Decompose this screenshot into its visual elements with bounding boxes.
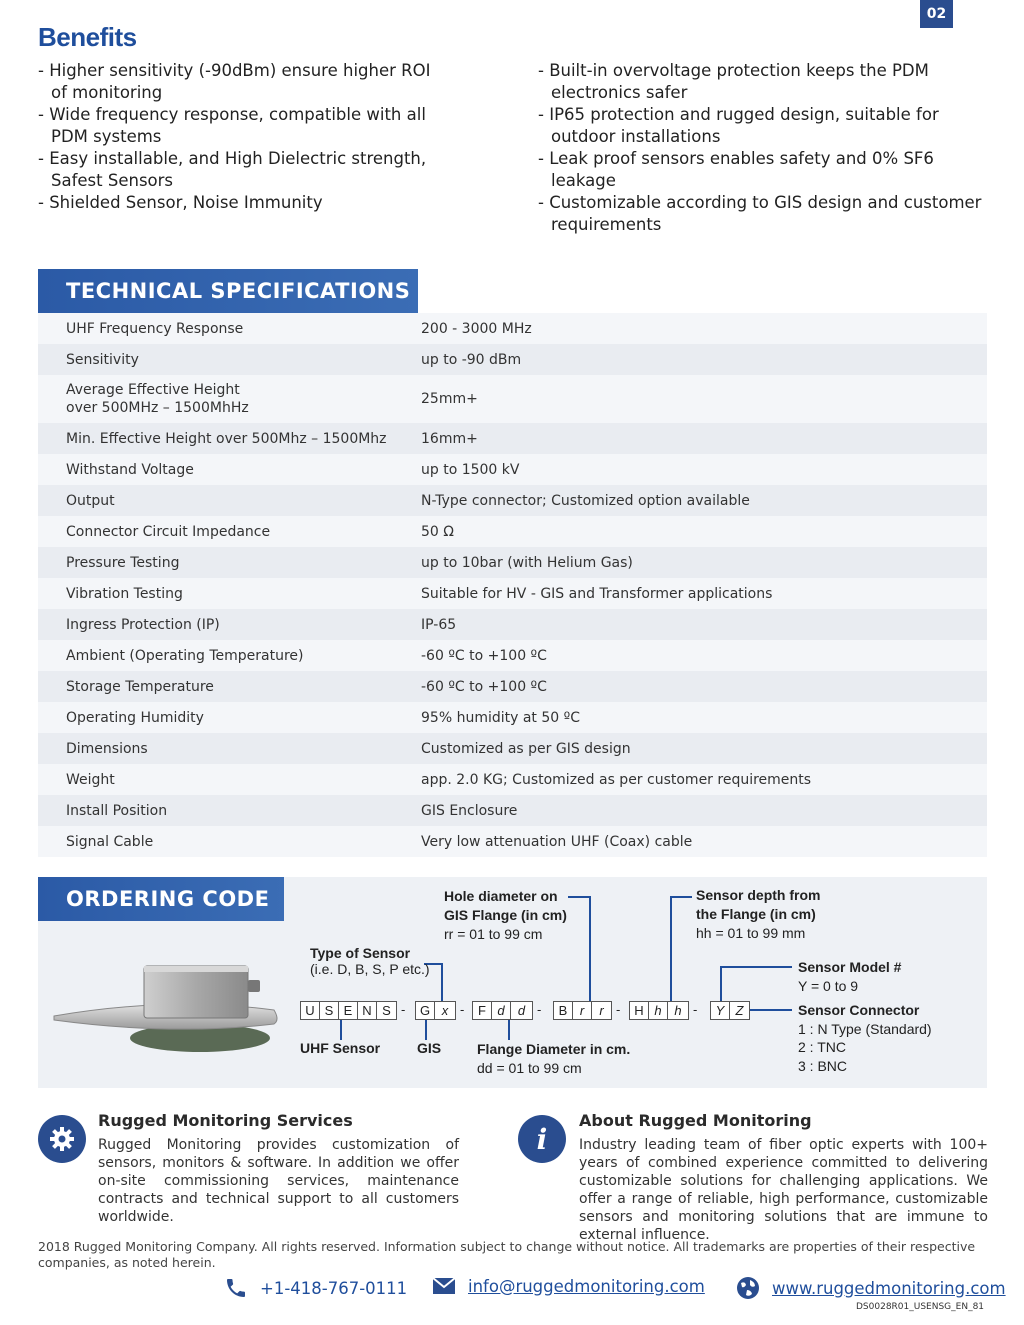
spec-label: Connector Circuit Impedance xyxy=(66,523,271,540)
connector-option: 3 : BNC xyxy=(798,1057,848,1074)
spec-row xyxy=(38,609,987,640)
spec-label: Dimensions xyxy=(66,740,148,757)
sensor-image xyxy=(52,960,282,1056)
spec-label: UHF Frequency Response xyxy=(66,320,244,337)
code-char: Y xyxy=(710,1001,730,1020)
info-icon: i xyxy=(518,1115,566,1163)
flange-diameter-sub: dd = 01 to 99 cm xyxy=(477,1060,582,1076)
type-of-sensor-annotation xyxy=(310,945,430,977)
code-char: h xyxy=(648,1001,668,1020)
uhf-sensor-label: UHF Sensor xyxy=(300,1040,381,1056)
gear-icon xyxy=(38,1115,86,1163)
about-title: About Rugged Monitoring xyxy=(579,1111,812,1130)
sensor-depth-title2: the Flange (in cm) xyxy=(696,906,816,922)
sensor-model-annotation xyxy=(798,958,901,996)
code-dash: - xyxy=(460,1002,465,1017)
services-title: Rugged Monitoring Services xyxy=(98,1111,353,1130)
code-dash: - xyxy=(616,1002,621,1017)
email-contact xyxy=(432,1276,705,1296)
hole-diameter-title1: Hole diameter on xyxy=(444,888,558,904)
spec-label: Install Position xyxy=(66,802,168,819)
spec-value: Customized as per GIS design xyxy=(421,740,631,757)
spec-value: 25mm+ xyxy=(421,391,478,407)
website-link[interactable]: www.ruggedmonitoring.com xyxy=(772,1278,1006,1298)
flange-diameter-title: Flange Diameter in cm. xyxy=(477,1041,631,1057)
phone-number[interactable]: +1-418-767-0111 xyxy=(260,1278,408,1298)
ordering-code-header: ORDERING CODE xyxy=(38,877,284,921)
hole-diameter-title2: GIS Flange (in cm) xyxy=(444,907,567,923)
spec-value: app. 2.0 KG; Customized as per customer requirements xyxy=(421,771,812,788)
sensor-depth-sub: hh = 01 to 99 mm xyxy=(696,925,806,941)
connector-option: 1 : N Type (Standard) xyxy=(798,1020,932,1037)
spec-row xyxy=(38,313,987,344)
code-char: G xyxy=(415,1001,435,1020)
spec-row xyxy=(38,578,987,609)
spec-value: 16mm+ xyxy=(421,430,478,447)
spec-label: Weight xyxy=(66,771,115,788)
gis-annotation xyxy=(417,1040,441,1056)
code-char: d xyxy=(491,1001,511,1020)
spec-row xyxy=(38,423,987,454)
spec-value: IP-65 xyxy=(421,616,457,633)
spec-value: up to 1500 kV xyxy=(421,461,520,478)
copyright-notice: 2018 Rugged Monitoring Company. All rights reserved. Information subject to change without notice. All trademarks are properties of their respective companies, as noted herein. xyxy=(38,1239,976,1270)
spec-label: Vibration Testing xyxy=(66,585,183,602)
spec-row xyxy=(38,375,987,423)
benefit-item: - Built-in overvoltage protection keeps the PDM electronics safer xyxy=(538,61,929,102)
hole-diameter-sub: rr = 01 to 99 cm xyxy=(444,926,543,942)
spec-label: Ingress Protection (IP) xyxy=(66,616,220,633)
spec-value: -60 ºC to +100 ºC xyxy=(421,647,547,664)
spec-row xyxy=(38,764,987,795)
phone-contact xyxy=(224,1276,407,1300)
flange-diameter-annotation xyxy=(477,1040,630,1078)
spec-row xyxy=(38,516,987,547)
code-char: S xyxy=(319,1001,339,1020)
code-char: B xyxy=(553,1001,573,1020)
code-char: N xyxy=(357,1001,377,1020)
spec-label: Sensitivity xyxy=(66,351,139,368)
benefit-item: - Customizable according to GIS design and customer requirements xyxy=(538,193,982,234)
spec-label: Storage Temperature xyxy=(66,678,214,695)
code-char: r xyxy=(591,1001,612,1020)
spec-value: 95% humidity at 50 ºC xyxy=(421,709,580,726)
type-of-sensor-sub: (i.e. D, B, S, P etc.) xyxy=(310,961,430,977)
sensor-depth-title1: Sensor depth from xyxy=(696,887,821,903)
code-dash: - xyxy=(401,1002,406,1017)
technical-specifications-header: TECHNICAL SPECIFICATIONS xyxy=(38,269,418,313)
spec-label-line2: over 500MHz – 1500MhHz xyxy=(66,400,249,416)
code-char: Z xyxy=(729,1001,750,1020)
connector-option: 2 : TNC xyxy=(798,1039,846,1055)
code-dash: - xyxy=(537,1002,542,1017)
envelope-icon xyxy=(432,1276,456,1296)
uhf-sensor-annotation xyxy=(300,1040,380,1056)
type-of-sensor-title: Type of Sensor xyxy=(310,945,411,961)
code-char: h xyxy=(667,1001,689,1020)
sensor-connector-title: Sensor Connector xyxy=(798,1002,920,1018)
spec-row xyxy=(38,344,987,375)
code-char: S xyxy=(376,1001,397,1020)
code-char: E xyxy=(338,1001,358,1020)
services-text: Rugged Monitoring provides customization of sensors, monitors & software. In addition we offer on-site commissioning services, maintenance contracts and technical support to all customers worldwide. xyxy=(98,1137,459,1225)
sensor-depth-annotation xyxy=(696,886,820,943)
spec-label: Ambient (Operating Temperature) xyxy=(66,647,304,664)
spec-value: Suitable for HV - GIS and Transformer applications xyxy=(421,585,773,602)
spec-label: Min. Effective Height over 500Mhz – 1500Mhz xyxy=(66,430,387,447)
sensor-model-sub: Y = 0 to 9 xyxy=(798,978,859,994)
benefit-item: - Wide frequency response, compatible with all PDM systems xyxy=(38,105,426,146)
spec-row xyxy=(38,826,987,857)
spec-value: -60 ºC to +100 ºC xyxy=(421,678,547,695)
spec-row xyxy=(38,671,987,702)
spec-row xyxy=(38,640,987,671)
document-code: DS0028R01_USENSG_EN_81 xyxy=(856,1302,985,1312)
spec-value: 50 Ω xyxy=(421,523,454,540)
code-char: r xyxy=(572,1001,592,1020)
hole-diameter-annotation xyxy=(444,887,567,944)
website-contact xyxy=(736,1276,1006,1300)
spec-value: 200 - 3000 MHz xyxy=(421,320,532,337)
spec-value: Very low attenuation UHF (Coax) cable xyxy=(421,833,693,850)
code-char: F xyxy=(472,1001,492,1020)
benefits-title: Benefits xyxy=(38,22,137,52)
spec-table xyxy=(38,313,987,857)
phone-icon xyxy=(224,1276,248,1300)
spec-label: Output xyxy=(66,492,115,509)
spec-label-line1: Average Effective Height xyxy=(66,382,240,398)
sensor-model-title: Sensor Model # xyxy=(798,959,902,975)
spec-row xyxy=(38,795,987,826)
benefits-right-list xyxy=(538,60,988,236)
code-char: x xyxy=(434,1001,456,1020)
spec-value: GIS Enclosure xyxy=(421,802,518,819)
code-char: U xyxy=(300,1001,320,1020)
spec-row xyxy=(38,485,987,516)
spec-value: up to 10bar (with Helium Gas) xyxy=(421,554,633,571)
spec-row xyxy=(38,733,987,764)
spec-row xyxy=(38,547,987,578)
spec-label xyxy=(38,381,421,417)
spec-row xyxy=(38,454,987,485)
spec-label: Pressure Testing xyxy=(66,554,180,571)
benefits-left-list xyxy=(38,60,438,214)
benefit-item: - Shielded Sensor, Noise Immunity xyxy=(38,193,323,212)
code-char: H xyxy=(629,1001,649,1020)
sensor-connector-annotation xyxy=(798,1001,932,1075)
spec-value: N-Type connector; Customized option available xyxy=(421,492,750,509)
spec-value: up to -90 dBm xyxy=(421,351,522,368)
page-number: 02 xyxy=(920,0,953,28)
benefit-item: - IP65 protection and rugged design, suitable for outdoor installations xyxy=(538,105,939,146)
spec-label: Withstand Voltage xyxy=(66,461,194,478)
about-text: Industry leading team of fiber optic experts with 100+ years of combined experience committed to delivering customizable solutions for challenging applications. We offer a range of reliable, high performance, customizable sensors and monitoring solutions that are immune to external influence. xyxy=(579,1137,988,1243)
gis-label: GIS xyxy=(417,1040,442,1056)
spec-label: Signal Cable xyxy=(66,833,154,850)
benefit-item: - Higher sensitivity (-90dBm) ensure higher ROI of monitoring xyxy=(38,61,431,102)
globe-icon xyxy=(736,1276,760,1300)
benefit-item: - Leak proof sensors enables safety and 0% SF6 leakage xyxy=(538,149,934,190)
email-link[interactable]: info@ruggedmonitoring.com xyxy=(468,1276,705,1296)
code-char: d xyxy=(510,1001,533,1020)
spec-label: Operating Humidity xyxy=(66,709,204,726)
spec-row xyxy=(38,702,987,733)
code-dash: - xyxy=(693,1002,698,1017)
benefit-item: - Easy installable, and High Dielectric strength, Safest Sensors xyxy=(38,149,427,190)
